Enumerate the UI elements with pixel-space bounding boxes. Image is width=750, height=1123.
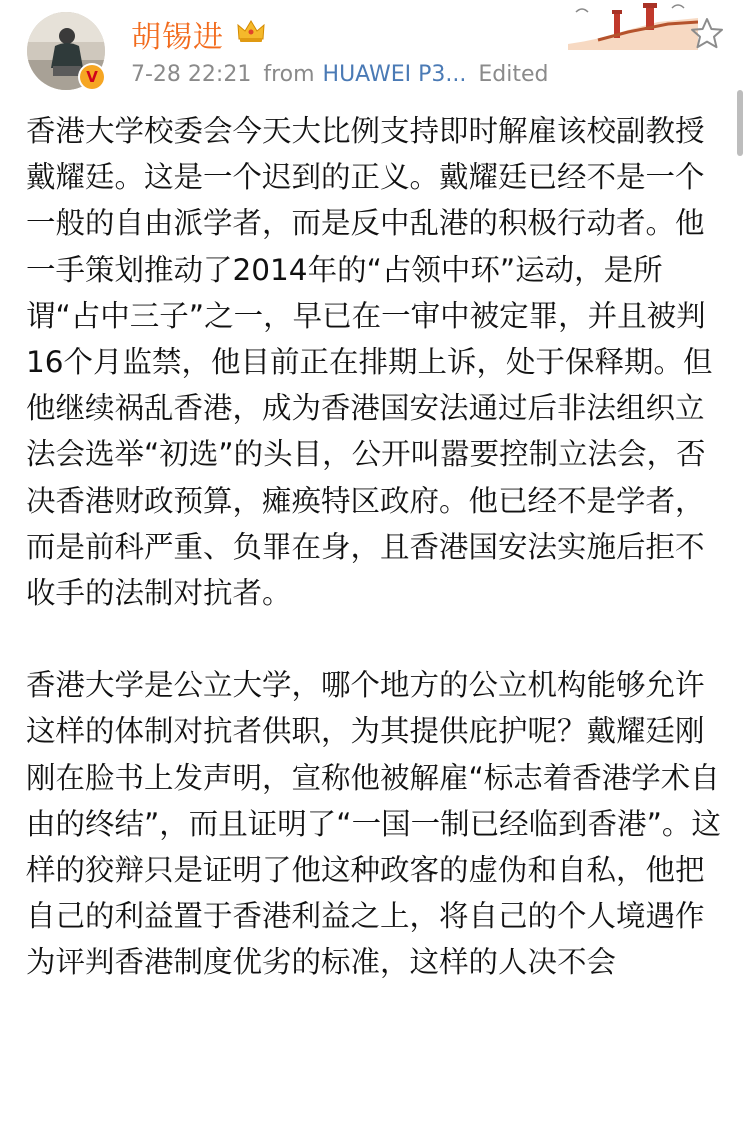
post-paragraph-1: 香港大学校委会今天大比例支持即时解雇该校副教授戴耀廷。这是一个迟到的正义。戴耀廷已经不是一个一般的自由派学者，而是反中乱港的积极行动者。他一手策划推动了2014年的“占领中环”运动，是所谓“占中三子”之一，早已在一审中被定罪，并且被判16个月监禁，他目前正在排期上诉，处于保释期。但他继续祸乱香港，成为香港国安法通过后非法组织立法会选举“初选”的头目，公开叫嚣要控制立法会，否决香港财政预算，瘫痪特区政府。他已经不是学者，而是前科严重、负罪在身，且香港国安法实施后拒不收手的法制对抗者。 (26, 114, 713, 611)
post-body (26, 108, 726, 986)
author-name[interactable]: 胡锡进 (131, 20, 224, 55)
post-meta (131, 62, 561, 87)
edited-label: Edited (478, 62, 549, 87)
crown-icon (236, 18, 266, 44)
star-outline-icon[interactable] (689, 16, 725, 52)
great-wall-decoration (568, 0, 698, 50)
source-prefix: from (263, 62, 315, 87)
verified-icon: V (78, 63, 106, 91)
scrollbar[interactable] (737, 90, 743, 156)
post-header (0, 0, 750, 100)
source-device-link[interactable]: HUAWEI P3... (322, 62, 467, 87)
post-paragraph-2: 香港大学是公立大学，哪个地方的公立机构能够允许这样的体制对抗者供职，为其提供庇护呢？戴耀廷刚刚在脸书上发声明，宣称他被解雇“标志着香港学术自由的终结”，而且证明了“一国一制已经临到香港”。这样的狡辩只是证明了他这种政客的虚伪和自私，他把自己的利益置于香港利益之上，将自己的个人境遇作为评判香港制度优劣的标准，这样的人决不会 (26, 668, 721, 980)
post-timestamp: 7-28 22:21 (131, 62, 252, 87)
